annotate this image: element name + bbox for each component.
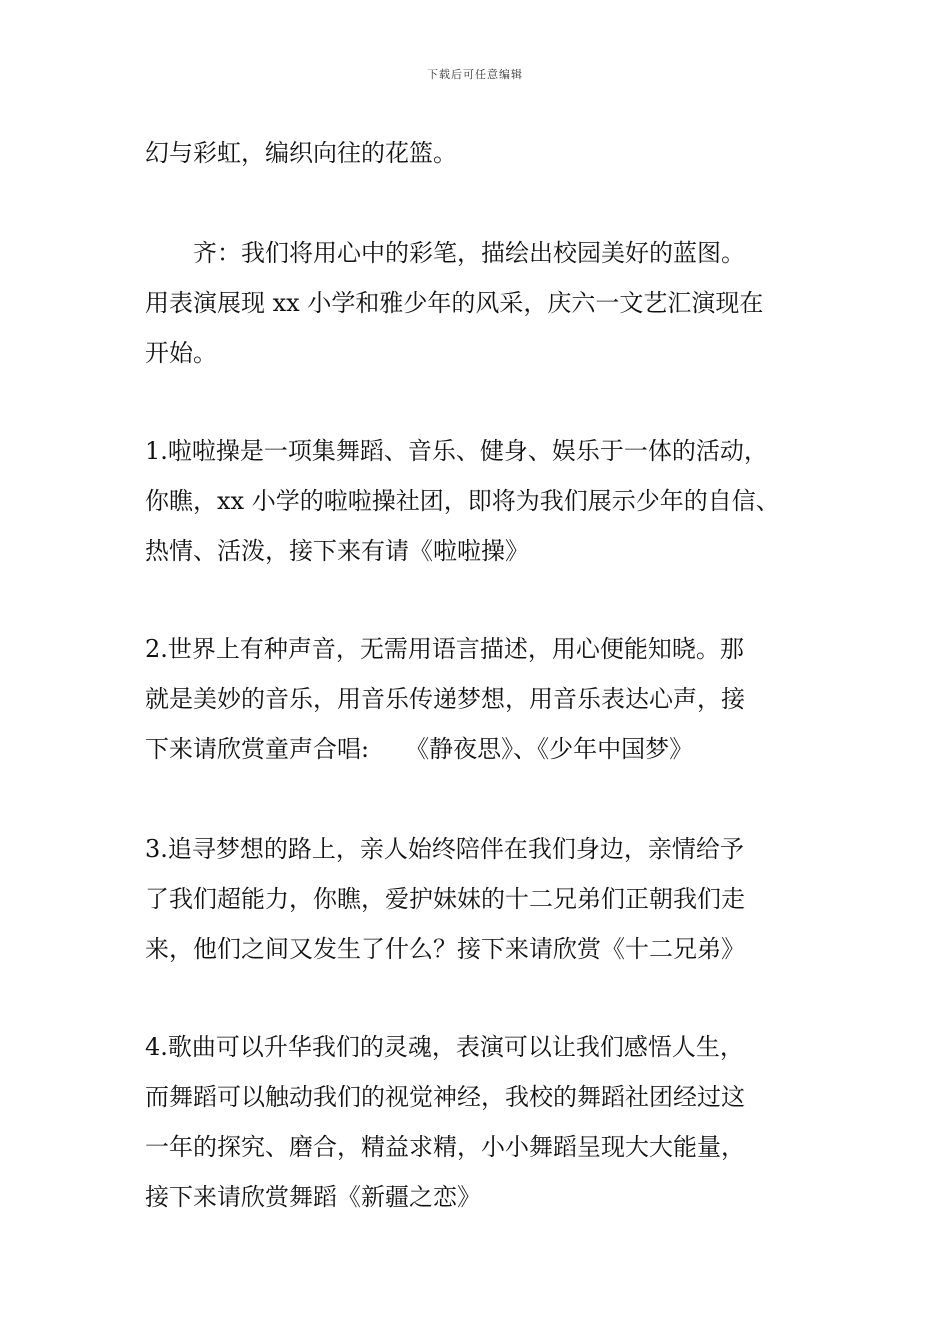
text-line: 4.歌曲可以升华我们的灵魂，表演可以让我们感悟人生，: [145, 1033, 744, 1061]
paragraph-item-1: [145, 426, 835, 576]
text-line: 热情、活泼，接下来有请《啦啦操》: [145, 537, 529, 565]
text-line: 你瞧，xx 小学的啦啦操社团，即将为我们展示少年的自信、: [145, 487, 780, 515]
text-line: 下来请欣赏童声合唱: 《静夜思》、《少年中国梦》: [145, 735, 694, 763]
text-line: 就是美妙的音乐，用音乐传递梦想，用音乐表达心声，接: [145, 685, 745, 713]
text-line: 齐：我们将用心中的彩笔，描绘出校园美好的蓝图。: [145, 239, 745, 267]
text-line: 开始。: [145, 339, 217, 367]
text-line: 一年的探究、磨合，精益求精，小小舞蹈呈现大大能量，: [145, 1133, 745, 1161]
text-line: 来，他们之间又发生了什么？接下来请欣赏《十二兄弟》: [145, 935, 745, 963]
text-line: 1.啦啦操是一项集舞蹈、音乐、健身、娱乐于一体的活动，: [145, 437, 768, 465]
paragraph-item-4: [145, 1022, 835, 1222]
text-line: 3.追寻梦想的路上，亲人始终陪伴在我们身边，亲情给予: [145, 835, 744, 863]
page-header: 下载后可任意编辑: [427, 68, 523, 81]
text-line: 了我们超能力，你瞧，爱护妹妹的十二兄弟们正朝我们走: [145, 885, 745, 913]
text-line: 2.世界上有种声音，无需用语言描述，用心便能知晓。那: [145, 635, 744, 663]
text-line: 用表演展现 xx 小学和雅少年的风采，庆六一文艺汇演现在: [145, 289, 764, 317]
text-line: 而舞蹈可以触动我们的视觉神经，我校的舞蹈社团经过这: [145, 1083, 745, 1111]
paragraph-item-2: [145, 624, 835, 774]
document-body: [145, 128, 835, 1222]
paragraph-opening: [145, 228, 835, 378]
paragraph-continuation: [145, 128, 835, 178]
paragraph-item-3: [145, 824, 835, 974]
text-line: 幻与彩虹，编织向往的花篮。: [145, 139, 457, 167]
text-line: 接下来请欣赏舞蹈《新疆之恋》: [145, 1183, 481, 1211]
